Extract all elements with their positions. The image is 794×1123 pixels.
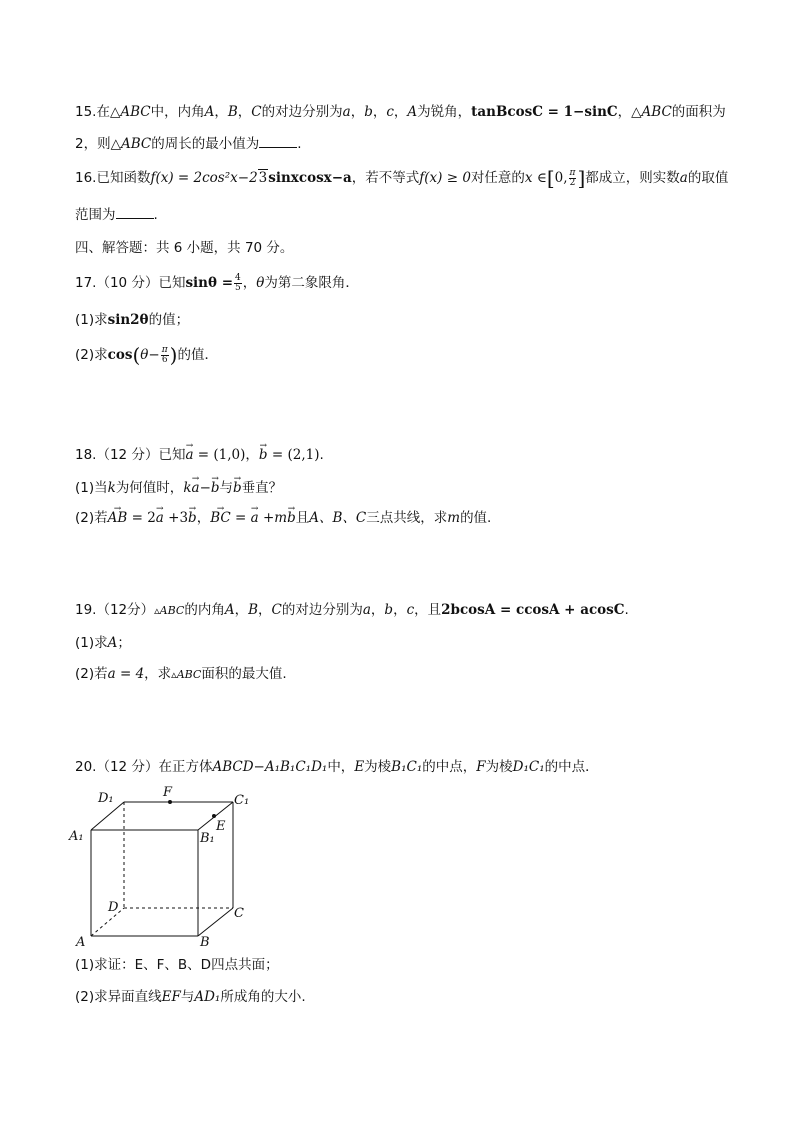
q20-stem: 20.（12 分）在正方体ABCD−A₁B₁C₁D₁中，E为棱B₁C₁的中点，F为棱D₁C₁的中点． xyxy=(75,759,599,775)
point-F xyxy=(168,800,172,804)
q19-part2: (2)若a = 4，求▵ABC面积的最大值. xyxy=(75,666,287,682)
answer-blank xyxy=(259,135,297,148)
q18-stem: 18.（12 分）已知→ a = (1,0)，→ b = (2,1). xyxy=(75,445,324,465)
q19-part1: (1)求A； xyxy=(75,635,131,651)
q16-line1: 16.已知函数f(x) = 2cos²x−23sinxcosx−a，若不等式f(x) ≥ 0对任意的x ∈[0, $\frac{\pi}{2}$ ]都成立，则实数a的取值 xyxy=(75,166,729,190)
label-B1: B₁ xyxy=(200,831,215,846)
label-C1: C₁ xyxy=(234,793,250,808)
edge-BC xyxy=(198,908,233,936)
q17-stem: 17.（10 分）已知sinθ = $\frac{4}{5}$ ，θ为第二象限角． xyxy=(75,272,359,293)
answer-blank xyxy=(116,206,154,219)
q15-line2: 2，则△ABC的周长的最小值为 . xyxy=(75,136,302,152)
label-E: E xyxy=(216,819,226,834)
label-C: C xyxy=(234,906,244,921)
q17-part1: (1)求sin2θ的值； xyxy=(75,312,190,328)
label-A: A xyxy=(76,935,86,950)
q15-line1: 15.在△ABC中，内角A，B，C的对边分别为a，b，c，A为锐角，tanBcosC = 1−sinC，△ABC的面积为 xyxy=(75,104,726,120)
q18-part2: (2)若→ AB = 2→ a +3→ b，→ BC = → a +m→ b且A、B、C三点共线，求m的值. xyxy=(75,508,491,528)
label-B: B xyxy=(200,935,210,950)
q20-part1: (1)求证：E、F、B、D四点共面； xyxy=(75,957,279,973)
section-heading: 四、解答题：共 6 小题，共 70 分。 xyxy=(75,240,294,256)
label-D: D xyxy=(108,900,119,915)
q19-stem: 19.（12分）▵ABC的内角A，B，C的对边分别为a，b，c，且2bcosA = ccosA + acosC. xyxy=(75,602,629,618)
edge-A1D1 xyxy=(91,802,124,830)
q17-part2: (2)求cos(θ− $\frac{\pi}{6}$ )的值． xyxy=(75,343,218,367)
q20-part2: (2)求异面直线EF与AD₁所成角的大小. xyxy=(75,989,306,1005)
q18-part1: (1)当k为何值时，k→ a−→ b与→ b垂直？ xyxy=(75,478,282,498)
point-E xyxy=(212,814,216,818)
cube-figure xyxy=(66,782,256,952)
label-F: F xyxy=(163,785,173,800)
q16-line2: 范围为 . xyxy=(75,207,158,223)
label-A1: A₁ xyxy=(69,829,84,844)
label-D1: D₁ xyxy=(98,791,114,806)
